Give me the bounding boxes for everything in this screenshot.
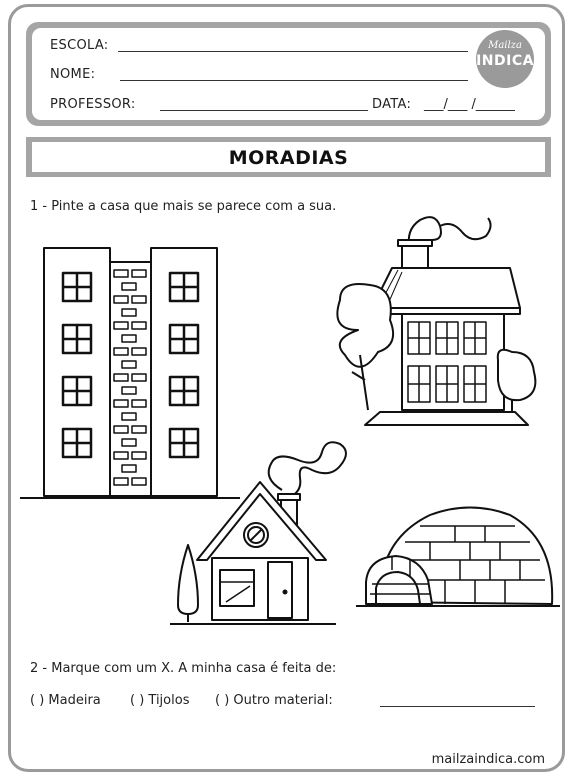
logo-main-text: INDICA: [476, 53, 534, 69]
question-2: 2 - Marque com um X. A minha casa é feita de:: [30, 661, 337, 676]
footer-url: mailzaindica.com: [431, 752, 545, 767]
page-title: MORADIAS: [32, 142, 545, 172]
house-with-trees-illustration[interactable]: [337, 217, 535, 425]
date-label: DATA:: [372, 97, 412, 112]
option-wood[interactable]: ( ) Madeira: [30, 693, 101, 708]
teacher-label: PROFESSOR:: [50, 97, 136, 112]
option-bricks[interactable]: ( ) Tijolos: [130, 693, 190, 708]
date-blank[interactable]: ___/___ /______: [424, 97, 515, 112]
igloo-illustration[interactable]: [356, 508, 560, 607]
question-1: 1 - Pinte a casa que mais se parece com a sua.: [30, 199, 337, 214]
logo-top-text: Mailza: [488, 40, 522, 51]
option-other-material[interactable]: ( ) Outro material:: [215, 693, 333, 708]
apartment-building-illustration[interactable]: [20, 248, 240, 498]
other-material-line[interactable]: [380, 706, 535, 707]
name-label: NOME:: [50, 67, 96, 82]
school-label: ESCOLA:: [50, 38, 109, 53]
